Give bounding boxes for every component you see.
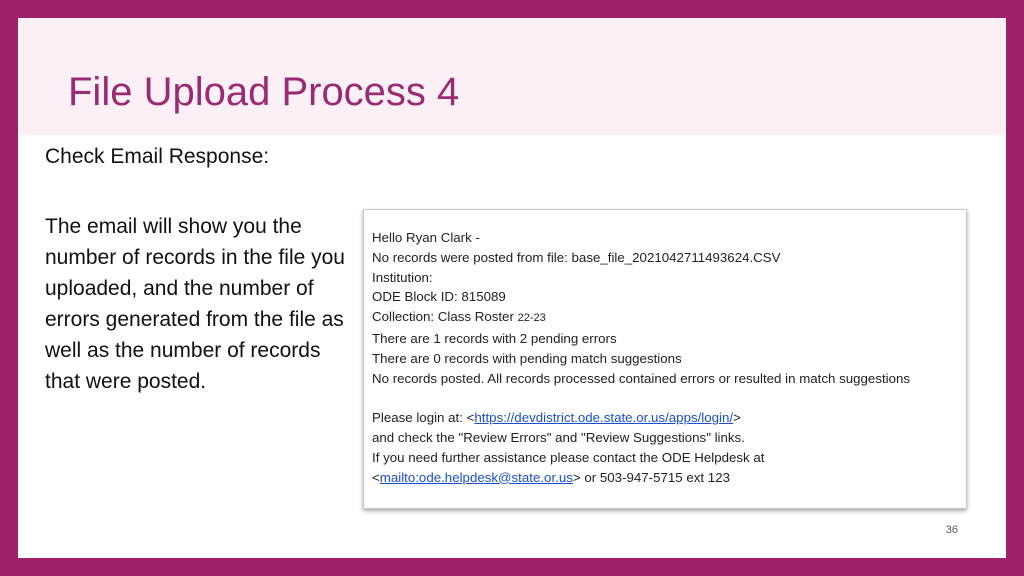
- email-collection-year: 22-23: [517, 312, 546, 325]
- email-pending-errors: There are 1 records with 2 pending errors: [372, 330, 617, 346]
- email-review-links: and check the "Review Errors" and "Review Suggestions" links.: [372, 429, 745, 445]
- email-no-records: No records were posted from file: base_file_2021042711493624.CSV: [372, 249, 781, 265]
- email-mail-suffix: > or 503-947-5715 ext 123: [572, 469, 730, 485]
- login-link[interactable]: https://devdistrict.ode.state.or.us/apps/login/: [474, 410, 734, 426]
- email-mail-line: [372, 468, 958, 488]
- email-collection-label: Collection: Class Roster: [372, 309, 518, 325]
- slide-subtitle: Check Email Response:: [45, 145, 270, 168]
- email-login-line: [372, 408, 958, 428]
- email-login-prefix: Please login at: <: [372, 410, 475, 426]
- email-screenshot: [363, 209, 967, 509]
- body-text: The email will show you the number of records in the file you uploaded, and the number of errors generated from the file as well as the number of records that were posted.: [45, 215, 345, 393]
- slide: [18, 18, 1006, 558]
- title-band: [18, 18, 1006, 135]
- email-spacer: [372, 388, 958, 408]
- email-collection: [372, 307, 958, 329]
- email-no-posted: No records posted. All records processed contained errors or resulted in match suggestions: [372, 370, 911, 386]
- email-pending-match: There are 0 records with pending match suggestions: [372, 350, 682, 366]
- email-institution: Institution:: [372, 269, 433, 285]
- page-number: 36: [945, 524, 958, 536]
- email-greeting: Hello Ryan Clark -: [372, 230, 480, 245]
- email-mail-prefix: <: [372, 469, 380, 485]
- email-login-suffix: >: [733, 410, 741, 426]
- email-block-id: ODE Block ID: 815089: [372, 289, 506, 305]
- email-assistance: If you need further assistance please contact the ODE Helpdesk at: [372, 449, 765, 465]
- slide-title: File Upload Process 4: [68, 70, 460, 114]
- helpdesk-mail-link[interactable]: mailto:ode.helpdesk@state.or.us: [379, 469, 573, 485]
